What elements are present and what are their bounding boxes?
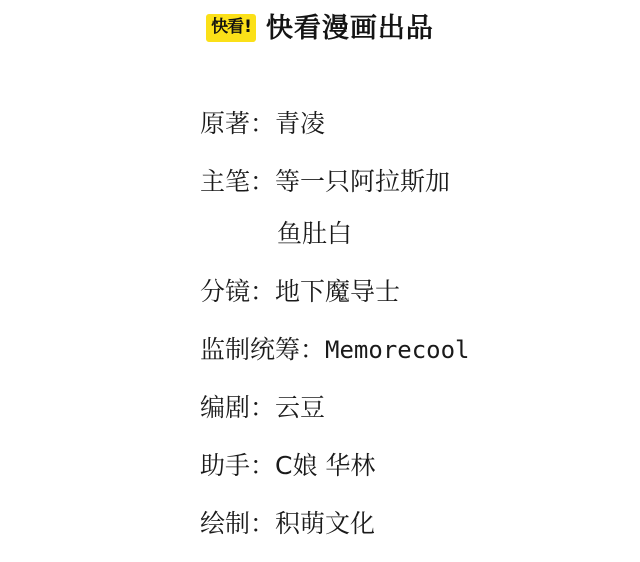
credit-row: [0, 330, 640, 366]
kuaikan-logo: [206, 14, 256, 42]
publisher-title: 快看漫画出品: [265, 12, 434, 44]
credit-row: [0, 272, 640, 308]
credits-list: [0, 104, 640, 562]
credit-value: 等一只阿拉斯加: [275, 167, 451, 196]
logo-text: 快看: [211, 17, 244, 37]
credit-row: [0, 388, 640, 424]
credit-label: 分镜：: [200, 277, 276, 306]
credit-row: [0, 504, 640, 540]
credit-label: 绘制：: [200, 509, 276, 538]
credit-label: 编剧：: [200, 393, 276, 422]
credit-row: [0, 162, 640, 198]
credit-row: [0, 446, 640, 482]
credit-label: 主笔：: [200, 167, 276, 196]
credit-value: 积萌文化: [275, 509, 376, 538]
credit-value: 云豆: [275, 393, 326, 422]
credit-row: [0, 214, 640, 250]
credit-value: C娘 华林: [275, 451, 376, 480]
publisher-header: [0, 4, 640, 52]
credit-label: 原著：: [200, 109, 276, 138]
credit-value: Memorecool: [325, 336, 470, 364]
credit-value: 地下魔导士: [275, 277, 401, 306]
credit-label: 助手：: [200, 451, 276, 480]
credit-value: 鱼肚白: [277, 219, 353, 248]
logo-exclamation: !: [244, 17, 251, 37]
credit-value: 青凌: [275, 109, 326, 138]
credit-label: 监制统筹：: [200, 335, 326, 364]
credit-row: [0, 104, 640, 140]
